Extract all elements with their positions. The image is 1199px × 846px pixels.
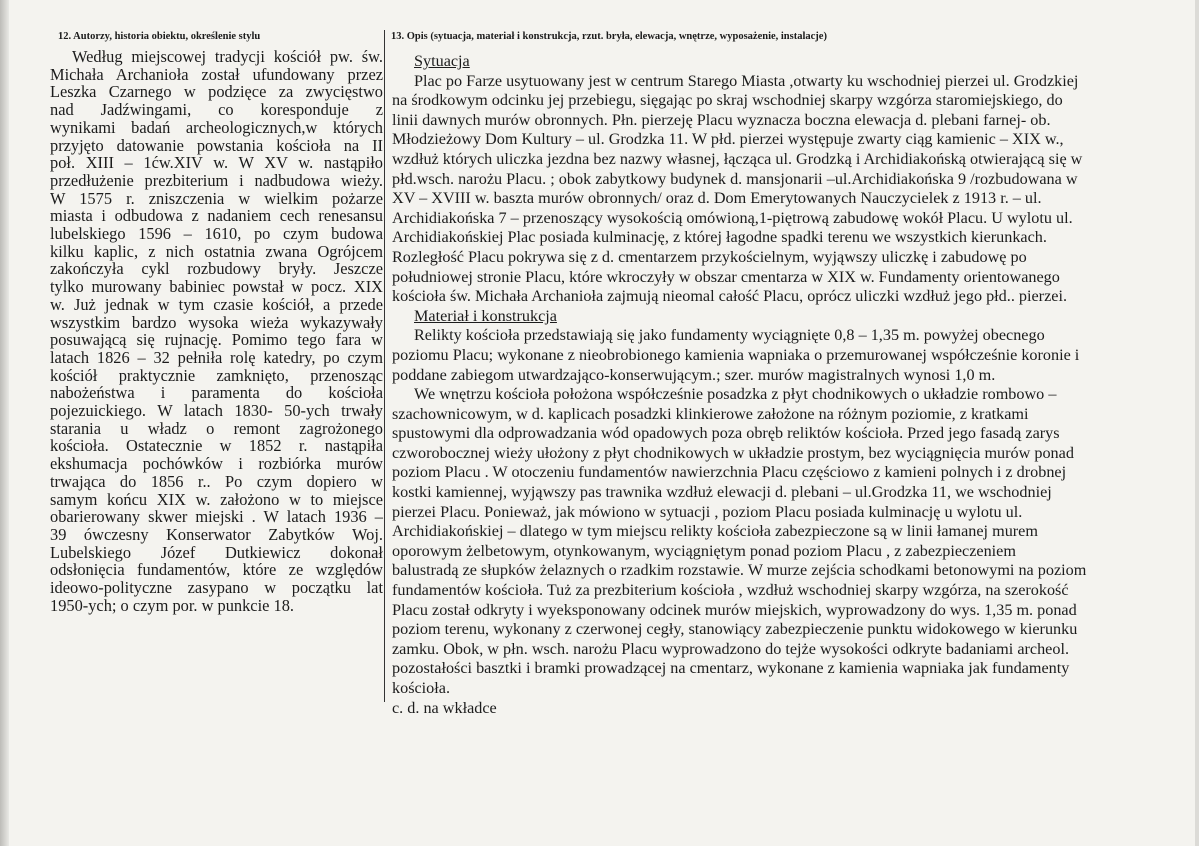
- text-line: Archidiakońskiej Plac posiada kulminację, z której łagodne spadki terenu we wszystkich kierunkach.: [392, 228, 1047, 247]
- text-line: poziomu Placu; wykonane z nieobrobionego kamienia wapniaka o przemurowanej współcześnie koronie i: [392, 345, 1080, 364]
- scan-edge-right: [1195, 0, 1199, 846]
- text-line: kościoła. Ostatecznie w 1852 r. nastąpiła: [50, 436, 383, 456]
- text-line: przyjęto datowanie powstania kościoła na II: [50, 135, 383, 155]
- text-line: poziom Placu . W otoczeniu fundamentów nawierzchnia Placu częściowo z kamieni polnych i z drobnej: [392, 463, 1067, 482]
- text-line: W 1575 r. zniszczenia w wielkim pożarze: [50, 188, 383, 208]
- text-line: balustradą ze słupków żelaznych o rzadkim rozstawie. W murze zejścia schodkami betonowymi na poziom: [392, 561, 1087, 580]
- text-line: wynikami badań archeologicznych,w których: [50, 117, 383, 137]
- text-line: kostki kamiennej, wyjąwszy pas trawnika wzdłuż elewacji d. plebani – ul.Grodzka 11, we wschodniej: [392, 483, 1052, 502]
- text-line: fundamentów kościoła. Tuż za prezbiterium kościoła , wzdłuż wschodniej skarpy wzgórza, na szerokość: [392, 581, 1069, 600]
- text-line: poddane zabiegom utwardzająco-konserwującym.; szer. murów magistralnych wynosi 1,0 m.: [392, 365, 996, 384]
- text-line: odsłonięcia fundamentów, które ze względów: [50, 560, 383, 580]
- text-line: pierzei Placu. Ponieważ, jak mówiono w sytuacji , poziom Placu posiada kulminację u wylotu ul.: [392, 502, 1023, 521]
- text-line: oporowym żelbetowym, otynkowanym, wyciągniętym ponad poziom Placu , z zabezpieczeniem: [392, 541, 1016, 560]
- text-line: przedłużenie prezbiterium i nadbudowa wieży.: [50, 170, 383, 190]
- history-column: [50, 48, 383, 615]
- text-line: nad Jadźwingami, co koresponduje z: [50, 100, 383, 120]
- scan-edge-left: [0, 0, 9, 846]
- text-line: latach 1826 – 32 pełniła rolę katedry, po czym: [50, 347, 383, 367]
- text-line: południowej stronie Placu, które wkroczyły w obszar cmentarza w XIX w. Fundamenty orientowanego: [392, 267, 1060, 286]
- interior-text: [392, 385, 1192, 699]
- subheading-material: Materiał i konstrukcja: [414, 306, 557, 325]
- text-line: obarierowany skwer miejski . W latach 1936 –: [50, 507, 383, 527]
- text-line: na środkowym odcinku jej przebiegu, sięgając po skraj wschodniej skarpy wzgórza staromiejskiego, do: [392, 91, 1063, 110]
- text-line: ekshumacja pochówków i rozbiórka murów: [50, 454, 383, 474]
- text-line: poł. XIII – 1ćw.XIV w. W XV w. nastąpiło: [50, 153, 383, 173]
- text-line: 1950-ych; o czym por. w punkcie 18.: [50, 595, 294, 615]
- text-line: Plac po Farze usytuowany jest w centrum Starego Miasta ,otwarty ku wschodniej pierzei ul. Grodzkiej: [414, 71, 1079, 90]
- material-text: [392, 326, 1192, 385]
- text-line: Relikty kościoła przedstawiają się jako fundamenty wyciągnięte 0,8 – 1,35 m. powyżej obecnego: [414, 326, 1045, 345]
- column-divider: [384, 30, 385, 702]
- text-line: pozostałości basztki i bramki prowadzącej na cmentarz, wykonane z kamienia wapniaka jak fundamenty: [392, 659, 1070, 678]
- text-line: Lubelskiego Józef Dutkiewicz dokonał: [50, 542, 383, 562]
- text-line: zakończyła cykl rozbudowy bryły. Jeszcze: [50, 259, 383, 279]
- text-line: trwająca do 1856 r.. Po czym dopiero w: [50, 471, 383, 491]
- text-line: Michała Archanioła został ufundowany przez: [50, 64, 383, 84]
- text-line: Rozległość Placu pokrywa się z d. cmentarzem przykościelnym, wyjąwszy uliczkę i zabudowę po: [392, 247, 1027, 266]
- text-line: zamku. Obok, w płn. wsch. narożu Placu wyprowadzono do tejże wysokości odkryte badaniami archeol.: [392, 639, 1069, 658]
- text-line: pojezuickiego. W latach 1830- 50-ych trwały: [50, 401, 383, 421]
- text-line: wszystkim bardzo wysoka wieża wykazywały: [50, 312, 383, 332]
- situation-text: [392, 72, 1192, 307]
- text-line: Placu został odkryty i wyeksponowany odcinek murów miejskich, wyprowadzony do wys. 1,35 m. ponad: [392, 600, 1077, 619]
- text-line: czworobocznej wieży ułożony z płyt chodnikowych w układzie prostym, bez wyciągnięcia murów ponad: [392, 443, 1074, 462]
- text-line: kościoła.: [392, 679, 450, 697]
- text-line: Według miejscowej tradycji kościół pw. św.: [72, 47, 383, 66]
- text-line: wzdłuż których uliczka jezdna bez nazwy własnej, łącząca ul. Grodzką i Archidiakońską otwierającą się w: [392, 149, 1083, 168]
- text-line: poziom terenu, wykonany z czerwonej cegły, stanowiący zabezpieczenie punktu widokowego w kierunku: [392, 620, 1078, 639]
- text-line: miasta i odbudowa z nadaniem cech renesansu: [50, 206, 383, 226]
- text-line: samym końcu XIX w. założono w to miejsce: [50, 489, 383, 509]
- text-line: kościół praktycznie zamknięto, przenosząc: [50, 365, 383, 385]
- text-line: XV – XVIII w. baszta murów obronnych/ oraz d. Dom Emerytowanych Nauczycielek z 1913 r. – ul.: [392, 189, 1042, 208]
- text-line: Archidiakońskiej – dlatego w tym miejscu relikty kościoła zabezpieczone są w linii łamanej murem: [392, 522, 1038, 541]
- text-line: Młodzieżowy Dom Kultury – ul. Grodzka 11. W płd. pierzei występuje zwarty ciąg kamienic – XIX w.,: [392, 130, 1064, 149]
- text-line: Archidiakońska 7 – przenoszący wysokością omówioną,1-piętrową zabudowę wokół Placu. U wylotu ul.: [392, 208, 1073, 227]
- section-13-heading: 13. Opis (sytuacja, materiał i konstrukcja, rzut. bryła, elewacja, wnętrze, wyposażenie, instalacje): [391, 31, 827, 42]
- text-line: kościoła św. Michała Archanioła zajmują nieomal całość Placu, oprócz uliczki wzdłuż jego płd.. pierzei.: [392, 287, 1067, 306]
- text-line: starania u władz o remont zagrożonego: [50, 418, 383, 438]
- text-line: 39 ówczesny Konserwator Zabytków Woj.: [50, 524, 383, 544]
- text-line: linii dawnych murów obronnych. Płn. pierzeję Placu wyznacza boczna elewacja d. plebani farnej- ob.: [392, 110, 1051, 129]
- text-line: tylko murowany babiniec powstał w pocz. XIX: [50, 277, 383, 297]
- text-line: lubelskiego 1596 – 1610, po czym budowa: [50, 224, 383, 244]
- text-line: posuwającą się rujnację. Pomimo tego fara w: [50, 330, 383, 350]
- text-line: nabożeństwa i paramenta do kościoła: [50, 383, 383, 403]
- continuation-note: c. d. na wkładce: [392, 698, 497, 717]
- text-line: w. Już jednak w tym czasie kościół, a przede: [50, 294, 383, 314]
- description-column: [392, 52, 1192, 718]
- text-line: Leszka Czarnego w podzięce za zwycięstwo: [50, 82, 383, 102]
- text-line: kilku kaplic, z nich ostatnia zwana Ogrójcem: [50, 241, 383, 261]
- subheading-sytuacja: Sytuacja: [414, 52, 470, 70]
- text-line: szachownicowym, w d. kaplicach posadzki klinkierowe założone na różnym poziomie, z kratkami: [392, 404, 1029, 423]
- section-12-heading: 12. Autorzy, historia obiektu, określenie stylu: [58, 31, 261, 42]
- text-line: płd.wsch. narożu Placu. ; obok zabytkowy budynek d. mansjonarii –ul.Archidiakońska 9 /rozbudowana w: [392, 169, 1078, 188]
- text-line: We wnętrzu kościoła położona współcześnie posadzka z płyt chodnikowych o układzie rombowo –: [414, 385, 1057, 404]
- text-line: spustowymi dla odprowadzania wód opadowych poza obręb reliktów kościoła. Przed jego fasadą zarys: [392, 424, 1060, 443]
- text-line: ideowo-polityczne zasypano w początku lat: [50, 578, 383, 598]
